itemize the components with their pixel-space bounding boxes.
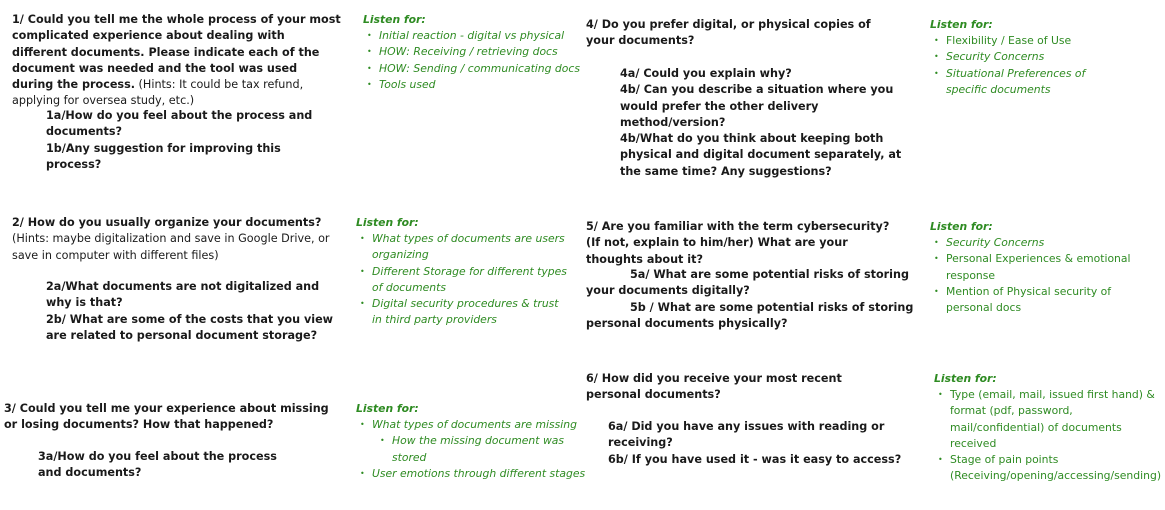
question-2-hint: (Hints: maybe digitalization and save in Google Drive, or save in computer with different files) [12, 232, 330, 262]
listen-for-2-title: Listen for: [356, 216, 419, 229]
listen-for-1-title: Listen for: [363, 13, 426, 26]
listen-item: • HOW: Sending / communicating docs [363, 61, 583, 77]
question-3-subs [38, 449, 298, 482]
question-1a: 1a/How do you feel about the process and documents? [46, 109, 313, 139]
question-3a: 3a/How do you feel about the process and documents? [38, 450, 277, 480]
question-1b: 1b/Any suggestion for improving this process? [46, 141, 281, 171]
question-4 [586, 17, 886, 50]
question-6a: 6a/ Did you have any issues with reading or receiving? [608, 420, 885, 450]
listen-item: • Situational Preferences of specific documents [930, 66, 1125, 98]
question-2 [12, 215, 340, 264]
listen-for-2 [356, 215, 571, 328]
listen-item: • Tools used [363, 77, 583, 93]
question-6 [586, 371, 876, 404]
question-1-text: 1/ Could you tell me the whole process of your most complicated experience about dealing with different documents. Please indicate each of the document was needed and the tool was used during the process. [12, 13, 341, 92]
listen-for-3 [356, 401, 586, 482]
question-4a: 4a/ Could you explain why? [620, 67, 792, 80]
question-5b: 5b / What are some potential risks of storing personal documents physically? [586, 300, 914, 330]
listen-item: • Security Concerns [930, 235, 1135, 251]
question-4-text: 4/ Do you prefer digital, or physical copies of your documents? [586, 18, 871, 48]
question-1-subs [46, 108, 316, 173]
question-1-hint: (Hints: It could be tax refund, applying for oversea study, etc.) [12, 78, 304, 108]
listen-for-3-title: Listen for: [356, 402, 419, 415]
listen-item: • Personal Experiences & emotional response [930, 251, 1135, 283]
listen-item: • User emotions through different stages [356, 466, 586, 482]
listen-item: • What types of documents are users organizing [356, 231, 571, 263]
question-6b: 6b/ If you have used it - was it easy to access? [608, 452, 902, 466]
question-4b: 4b/ Can you describe a situation where you would prefer the other delivery method/version? [620, 83, 894, 129]
question-5a: 5a/ What are some potential risks of storing your documents digitally? [586, 268, 909, 298]
listen-for-4-title: Listen for: [930, 18, 993, 31]
listen-for-6-title: Listen for: [934, 372, 997, 385]
question-3 [4, 401, 334, 434]
question-2-subs [46, 279, 336, 344]
question-2b: 2b/ What are some of the costs that you view are related to personal document storage? [46, 312, 334, 342]
listen-item: • Stage of pain points (Receiving/opening/accessing/sending) [934, 452, 1160, 484]
question-1 [12, 12, 342, 110]
listen-item: • Initial reaction - digital vs physical [363, 28, 583, 44]
question-5-subs [586, 267, 921, 332]
listen-for-1 [363, 12, 583, 93]
question-5 [586, 219, 902, 268]
listen-item: • Mention of Physical security of personal docs [930, 284, 1135, 316]
question-5-text: 5/ Are you familiar with the term cybersecurity? (If not, explain to him/her) What are your thoughts about it? [586, 220, 890, 266]
question-4b-2: 4b/What do you think about keeping both physical and digital document separately, at the same time? Any suggestions? [620, 132, 902, 178]
listen-item-nested: • How the missing document was stored [356, 433, 586, 465]
listen-item: • Type (email, mail, issued first hand) & format (pdf, password, mail/confidential) of documents received [934, 387, 1160, 452]
question-2-text: 2/ How do you usually organize your documents? [12, 216, 322, 229]
question-4-subs [620, 66, 916, 180]
question-6-text: 6/ How did you receive your most recent personal documents? [586, 372, 842, 402]
listen-item: • Digital security procedures & trust in third party providers [356, 296, 571, 328]
listen-for-4 [930, 17, 1125, 98]
listen-for-5 [930, 219, 1135, 316]
listen-item: • Security Concerns [930, 49, 1125, 65]
question-3-text: 3/ Could you tell me your experience about missing or losing documents? How that happened? [4, 402, 329, 432]
question-6-subs [608, 419, 928, 468]
question-2a: 2a/What documents are not digitalized and why is that? [46, 280, 320, 310]
listen-item: • Flexibility / Ease of Use [930, 33, 1125, 49]
listen-for-6 [934, 371, 1160, 484]
listen-for-5-title: Listen for: [930, 220, 993, 233]
listen-item: • What types of documents are missing [356, 417, 586, 433]
listen-item: • HOW: Receiving / retrieving docs [363, 44, 583, 60]
listen-item: • Different Storage for different types of documents [356, 264, 571, 296]
